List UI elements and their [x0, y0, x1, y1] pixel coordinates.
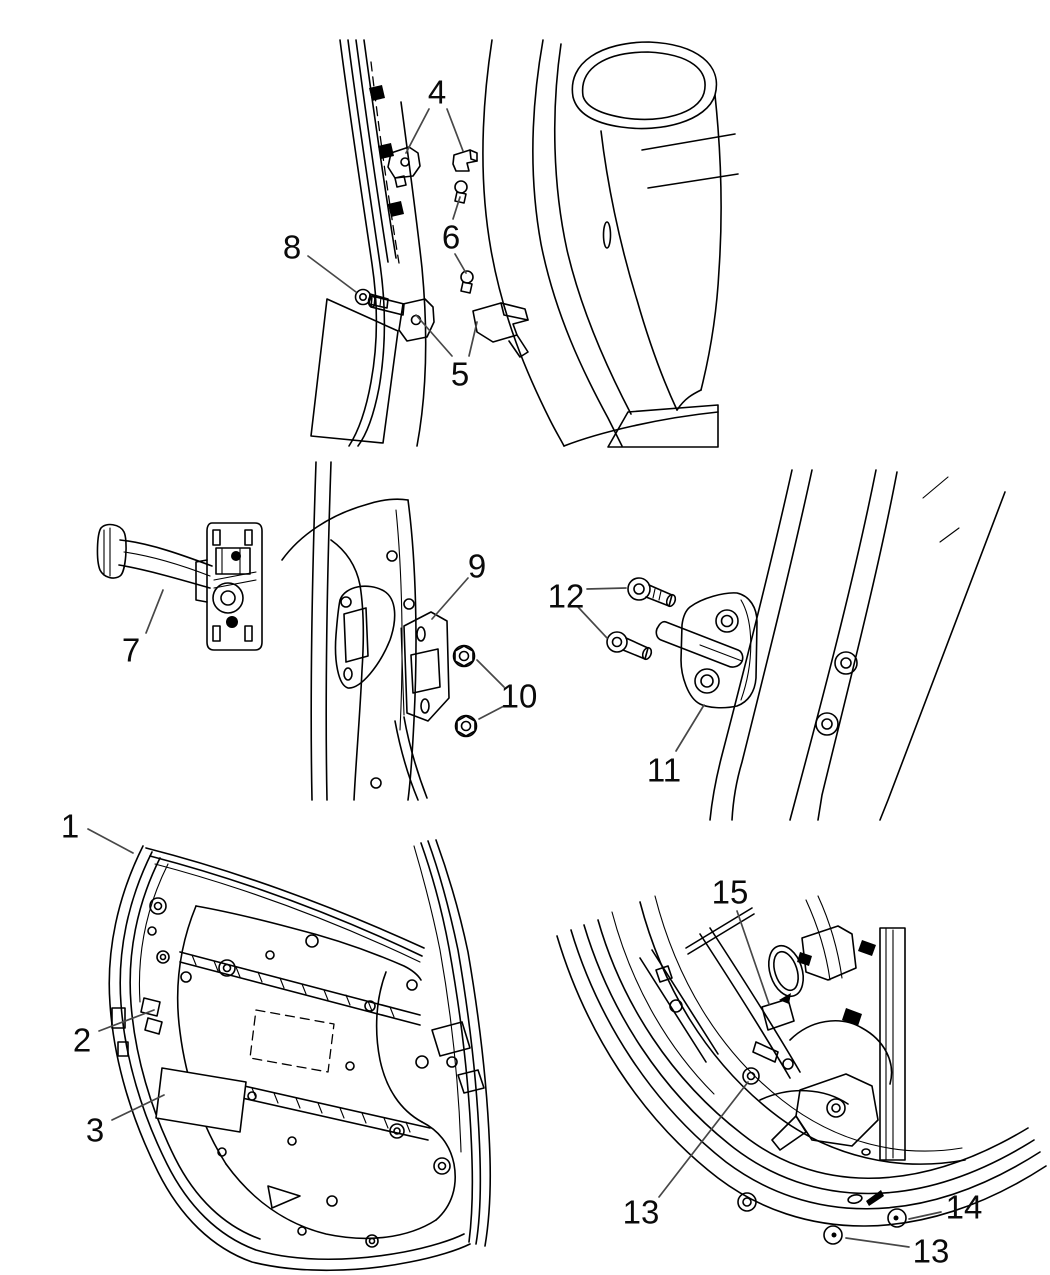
grommet-13-upper — [743, 1068, 759, 1084]
callout-11-leader — [676, 705, 704, 751]
callout-8-leader — [308, 256, 356, 292]
callout-label-6: 6 — [441, 218, 461, 256]
door-sill — [564, 405, 718, 447]
door-label-3 — [156, 1068, 246, 1132]
callout-label-12: 12 — [547, 577, 585, 615]
callout-1-leader — [88, 829, 133, 853]
flange-nut-upper — [454, 646, 475, 667]
upper-door-hinge — [388, 147, 420, 187]
callout-label-14: 14 — [945, 1188, 983, 1226]
inner-panel — [178, 906, 455, 1238]
grommet-13-lower — [824, 1226, 842, 1244]
callout-label-4: 4 — [427, 73, 447, 111]
callout-label-3: 3 — [85, 1111, 105, 1149]
pillar-jamb — [282, 462, 416, 800]
door-striker-11 — [656, 593, 757, 708]
callout-label-15: 15 — [711, 873, 749, 911]
scene-striker-plate — [282, 462, 477, 800]
callout-label-7: 7 — [121, 631, 141, 669]
striker-bolt-upper — [628, 578, 677, 608]
callout-9-leader — [432, 578, 468, 619]
callout-6-leader — [453, 197, 460, 219]
striker-plate-9 — [395, 612, 449, 800]
callout-label-5: 5 — [450, 355, 470, 393]
callout-label-8: 8 — [282, 228, 302, 266]
callout-label-2: 2 — [72, 1021, 92, 1059]
callout-label-13: 13 — [912, 1232, 950, 1270]
body-side-panel — [710, 470, 1005, 820]
rear-seat — [572, 42, 738, 410]
callout-4-leader — [447, 109, 463, 151]
lower-body-hinge — [473, 303, 528, 357]
b-pillar — [483, 40, 631, 446]
callout-15-leader — [737, 911, 769, 1004]
scene-door-panel — [109, 840, 490, 1270]
door-corner-edges — [557, 896, 1046, 1226]
upper-body-hinge — [453, 150, 477, 171]
callout-7-leader — [146, 590, 163, 633]
callout-label-1: 1 — [60, 807, 80, 845]
door-frame-edge — [340, 40, 426, 446]
striker-bolt-lower — [607, 632, 653, 661]
callout-13-leader — [846, 1238, 909, 1247]
callout-label-9: 9 — [467, 547, 487, 585]
door-hinge-mount-2 — [141, 998, 162, 1034]
scene-pillar-hinges — [311, 40, 738, 447]
hinge-screw-6-lower — [461, 271, 473, 293]
callout-label-10: 10 — [500, 677, 538, 715]
grommet-unlabeled — [738, 1193, 756, 1211]
flange-nut-lower — [456, 716, 477, 737]
callout-4-leader — [406, 109, 429, 153]
callout-label-13: 13 — [622, 1193, 660, 1231]
speaker-opening — [763, 941, 810, 1000]
callout-label-11: 11 — [646, 751, 682, 789]
callout-12-leader — [587, 588, 626, 589]
hinge-screw-6-upper — [455, 181, 467, 203]
callout-5-leader — [469, 322, 477, 356]
callout-6-leader — [455, 254, 466, 273]
